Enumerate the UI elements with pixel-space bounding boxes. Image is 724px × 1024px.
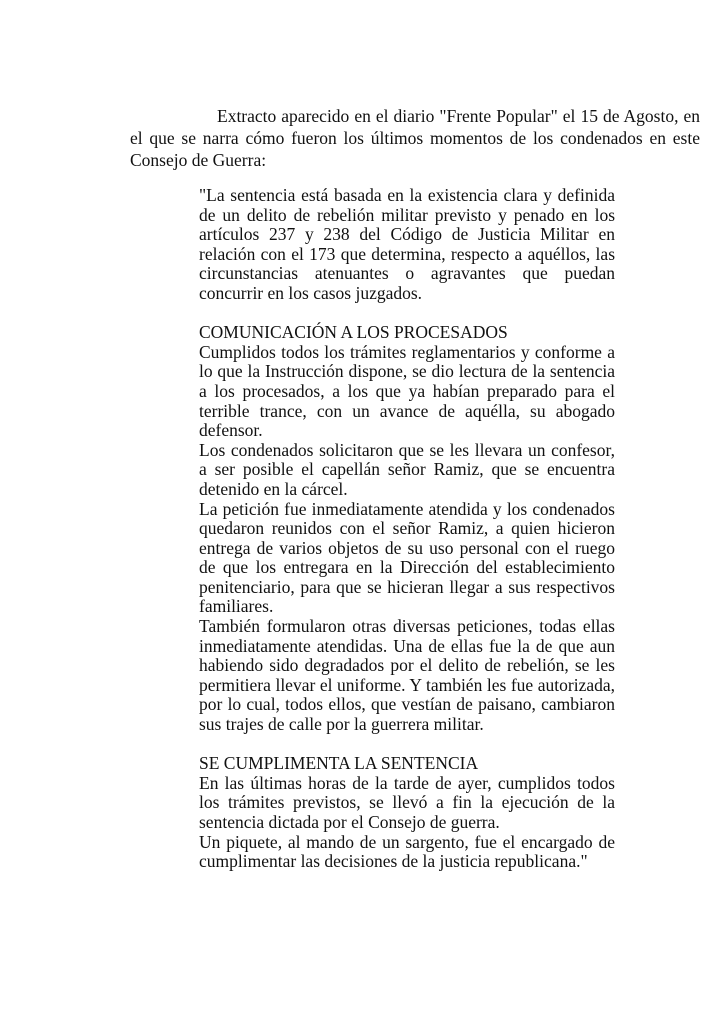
section1-paragraph: También formularon otras diversas peticiones, todas ellas inmediatamente atendidas. Una de ellas fue la de que aun habiendo sido degradados por el delito de rebelión, se les permitiera llevar el uniforme. Y también les fue autorizada, por lo cual, todos ellos, que vestían de paisano, cambiaron sus trajes de calle por la guerrera militar. <box>199 616 615 735</box>
section2-paragraph: Un piquete, al mando de un sargento, fue el encargado de cumplimentar las decisiones de la justicia republicana." <box>199 831 615 872</box>
quote-opening-paragraph: "La sentencia está basada en la existencia clara y definida de un delito de rebelión militar previsto y penado en los artículos 237 y 238 del Código de Justicia Militar en relación con el 173 que determina, respecto a aquéllos, las circunstancias atenuantes o agravantes que puedan concurrir en los casos juzgados. <box>199 185 615 303</box>
paragraph-gap <box>199 735 615 755</box>
section1-paragraph: Los condenados solicitaron que se les llevara un confesor, a ser posible el capellán señor Ramiz, que se encuentra detenido en la cárcel. <box>199 439 615 499</box>
section1-paragraph: Cumplidos todos los trámites reglamentarios y conforme a lo que la Instrucción dispone, se dio lectura de la sentencia a los procesados, a los que ya habían preparado para el terrible trance, con un avance de aquélla, su abogado defensor. <box>199 341 615 441</box>
section2-paragraph: En las últimas horas de la tarde de ayer, cumplidos todos los trámites previstos, se llevó a fin la ejecución de la sentencia dictada por el Consejo de guerra. <box>199 772 615 832</box>
section-heading-comunicacion: COMUNICACIÓN A LOS PROCESADOS <box>199 322 508 343</box>
section-heading-sentencia: SE CUMPLIMENTA LA SENTENCIA <box>199 753 479 774</box>
intro-paragraph: Extracto aparecido en el diario "Frente Popular" el 15 de Agosto, en el que se narra cómo fueron los últimos momentos de los condenados en este Consejo de Guerra: <box>130 106 700 170</box>
quoted-extract <box>199 186 615 872</box>
section1-paragraph: La petición fue inmediatamente atendida y los condenados quedaron reunidos con el señor Ramiz, a quien hicieron entrega de varios objetos de su uso personal con el ruego de que los entregara en la Dirección del establecimiento penitenciario, para que se hicieran llegar a sus respectivos familiares. <box>199 498 615 617</box>
paragraph-gap <box>199 304 615 324</box>
